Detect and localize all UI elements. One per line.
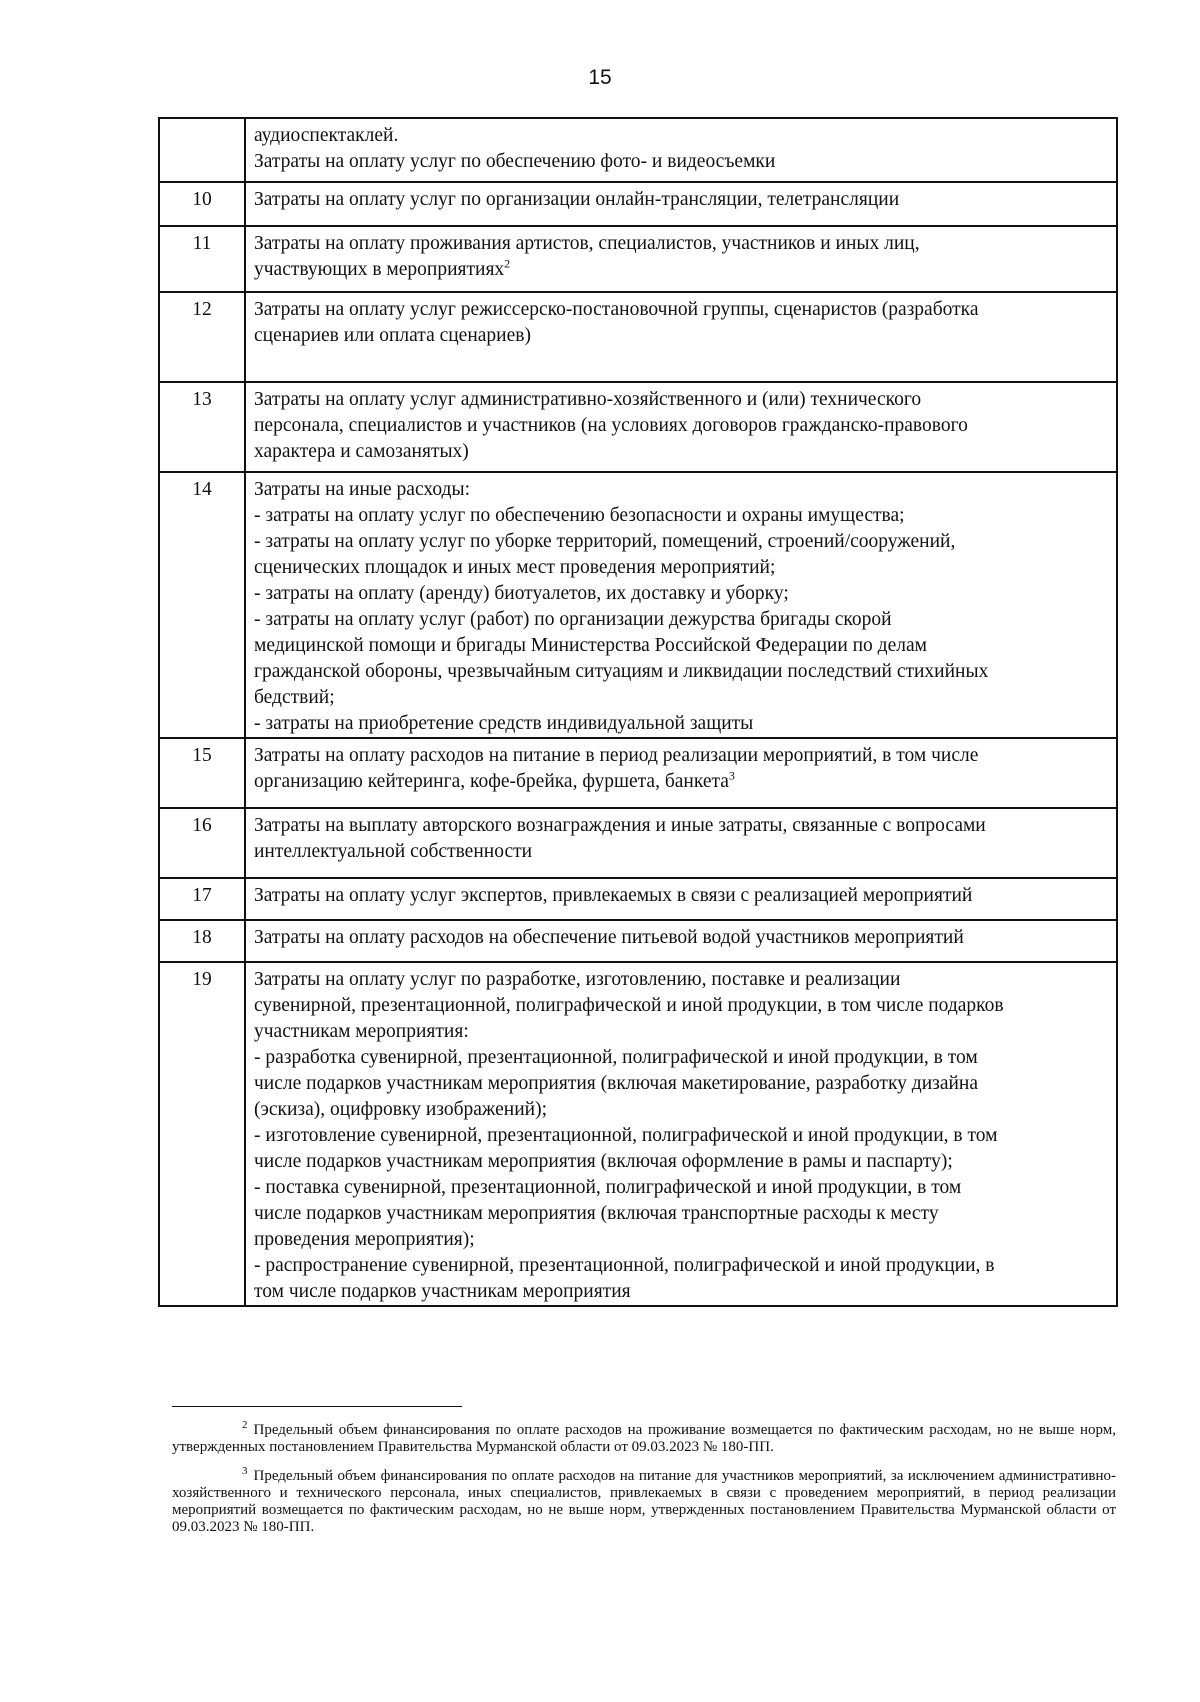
row-number: 11 bbox=[159, 226, 245, 292]
table-row bbox=[159, 226, 1117, 292]
table-row bbox=[159, 292, 1117, 382]
description-line: - затраты на оплату услуг по уборке территорий, помещений, строений/сооружений, bbox=[254, 531, 956, 552]
row-number: 18 bbox=[159, 920, 245, 962]
description-line: Затраты на оплату расходов на питание в период реализации мероприятий, в том числе bbox=[254, 745, 979, 766]
row-number: 10 bbox=[159, 182, 245, 226]
description-line: участникам мероприятия: bbox=[254, 1021, 469, 1042]
row-number: 15 bbox=[159, 738, 245, 808]
row-number: 12 bbox=[159, 292, 245, 382]
description-line: Затраты на выплату авторского вознаграждения и иные затраты, связанные с вопросами bbox=[254, 815, 986, 836]
description-line: интеллектуальной собственности bbox=[254, 841, 533, 862]
footnotes bbox=[172, 1419, 1116, 1548]
description-line: гражданской обороны, чрезвычайным ситуациям и ликвидации последствий стихийных bbox=[254, 661, 989, 682]
expense-description bbox=[245, 292, 1117, 382]
expense-description bbox=[245, 808, 1117, 878]
description-line: числе подарков участникам мероприятия (включая транспортные расходы к месту bbox=[254, 1203, 939, 1224]
footnote-text: Предельный объем финансирования по оплате расходов на питание для участников мероприятий, за исключением административно-хозяйственного и технического персонала, иных специалистов, привлекаемых в связи с проведением мероприятий, в период реализации мероприятий возмещается по фактическим расходам, но не выше норм, утвержденных постановлением Правительства Мурманской области от 09.03.2023 № 180-ПП. bbox=[172, 1468, 1116, 1535]
description-line: Затраты на оплату услуг по разработке, изготовлению, поставке и реализации bbox=[254, 969, 901, 990]
footnote bbox=[172, 1465, 1116, 1536]
footnote-text: Предельный объем финансирования по оплате расходов на проживание возмещается по фактическим расходам, но не выше норм, утвержденных постановлением Правительства Мурманской области от 09.03.2023 № 180-ПП. bbox=[172, 1422, 1116, 1455]
description-line: Затраты на оплату услуг экспертов, привлекаемых в связи с реализацией мероприятий bbox=[254, 885, 973, 906]
description-line: сувенирной, презентационной, полиграфической и иной продукции, в том числе подарков bbox=[254, 995, 1004, 1016]
description-line: персонала, специалистов и участников (на условиях договоров гражданско-правового bbox=[254, 415, 968, 436]
description-line: (эскиза), оцифровку изображений); bbox=[254, 1099, 548, 1120]
footnote-reference: 3 bbox=[728, 768, 735, 783]
row-number: 19 bbox=[159, 962, 245, 1306]
description-line: характера и самозанятых) bbox=[254, 441, 469, 462]
description-line: сценариев или оплата сценариев) bbox=[254, 325, 531, 346]
expense-description bbox=[245, 226, 1117, 292]
description-line: - затраты на оплату (аренду) биотуалетов, их доставку и уборку; bbox=[254, 583, 789, 604]
expense-description bbox=[245, 738, 1117, 808]
page-number: 15 bbox=[588, 66, 612, 89]
description-line: числе подарков участникам мероприятия (включая оформление в рамы и паспарту); bbox=[254, 1151, 953, 1172]
description-line: - поставка сувенирной, презентационной, полиграфической и иной продукции, в том bbox=[254, 1177, 962, 1198]
description-line: том числе подарков участникам мероприятия bbox=[254, 1281, 631, 1302]
footnote-separator bbox=[172, 1406, 462, 1407]
expense-description bbox=[245, 118, 1117, 182]
footnote-mark: 3 bbox=[242, 1465, 248, 1477]
description-line: Затраты на оплату услуг режиссерско-постановочной группы, сценаристов (разработка bbox=[254, 299, 979, 320]
description-line: Затраты на оплату услуг по организации онлайн-трансляции, телетрансляции bbox=[254, 189, 900, 210]
description-line: - затраты на оплату услуг по обеспечению безопасности и охраны имущества; bbox=[254, 505, 905, 526]
description-line: участвующих в мероприятиях$^2$ bbox=[254, 256, 511, 280]
table-row bbox=[159, 118, 1117, 182]
description-line: Затраты на оплату услуг по обеспечению фото- и видеосъемки bbox=[254, 151, 776, 172]
description-line: Затраты на иные расходы: bbox=[254, 479, 470, 500]
table-row bbox=[159, 182, 1117, 226]
row-number bbox=[159, 118, 245, 182]
description-line: числе подарков участникам мероприятия (включая макетирование, разработку дизайна bbox=[254, 1073, 979, 1094]
description-line: - разработка сувенирной, презентационной, полиграфической и иной продукции, в том bbox=[254, 1047, 978, 1068]
expense-description bbox=[245, 382, 1117, 472]
description-line: - затраты на оплату услуг (работ) по организации дежурства бригады скорой bbox=[254, 609, 892, 630]
expense-description bbox=[245, 962, 1117, 1306]
table-row bbox=[159, 382, 1117, 472]
description-line: медицинской помощи и бригады Министерства Российской Федерации по делам bbox=[254, 635, 927, 656]
description-line: - затраты на приобретение средств индивидуальной защиты bbox=[254, 713, 754, 734]
description-line: - изготовление сувенирной, презентационной, полиграфической и иной продукции, в том bbox=[254, 1125, 998, 1146]
table-row bbox=[159, 808, 1117, 878]
description-line: сценических площадок и иных мест проведения мероприятий; bbox=[254, 557, 776, 578]
row-number: 16 bbox=[159, 808, 245, 878]
expense-description bbox=[245, 878, 1117, 920]
expense-description bbox=[245, 472, 1117, 738]
description-line: Затраты на оплату проживания артистов, специалистов, участников и иных лиц, bbox=[254, 233, 920, 254]
table-row bbox=[159, 472, 1117, 738]
description-line: - распространение сувенирной, презентационной, полиграфической и иной продукции, в bbox=[254, 1255, 995, 1276]
footnote-mark: 2 bbox=[242, 1419, 248, 1431]
table-row bbox=[159, 962, 1117, 1306]
description-line: проведения мероприятия); bbox=[254, 1229, 475, 1250]
table-row bbox=[159, 878, 1117, 920]
expense-description bbox=[245, 920, 1117, 962]
expense-description bbox=[245, 182, 1117, 226]
footnote bbox=[172, 1419, 1116, 1456]
row-number: 17 bbox=[159, 878, 245, 920]
table-row bbox=[159, 920, 1117, 962]
description-line: бедствий; bbox=[254, 687, 335, 708]
footnote-reference: 2 bbox=[504, 256, 511, 271]
expense-table bbox=[158, 117, 1118, 1307]
description-line: Затраты на оплату расходов на обеспечение питьевой водой участников мероприятий bbox=[254, 927, 964, 948]
description-line: Затраты на оплату услуг административно-хозяйственного и (или) технического bbox=[254, 389, 922, 410]
description-line: аудиоспектаклей. bbox=[254, 125, 399, 146]
row-number: 14 bbox=[159, 472, 245, 738]
description-line: организацию кейтеринга, кофе-брейка, фуршета, банкета$^3$ bbox=[254, 768, 735, 792]
row-number: 13 bbox=[159, 382, 245, 472]
table-row bbox=[159, 738, 1117, 808]
